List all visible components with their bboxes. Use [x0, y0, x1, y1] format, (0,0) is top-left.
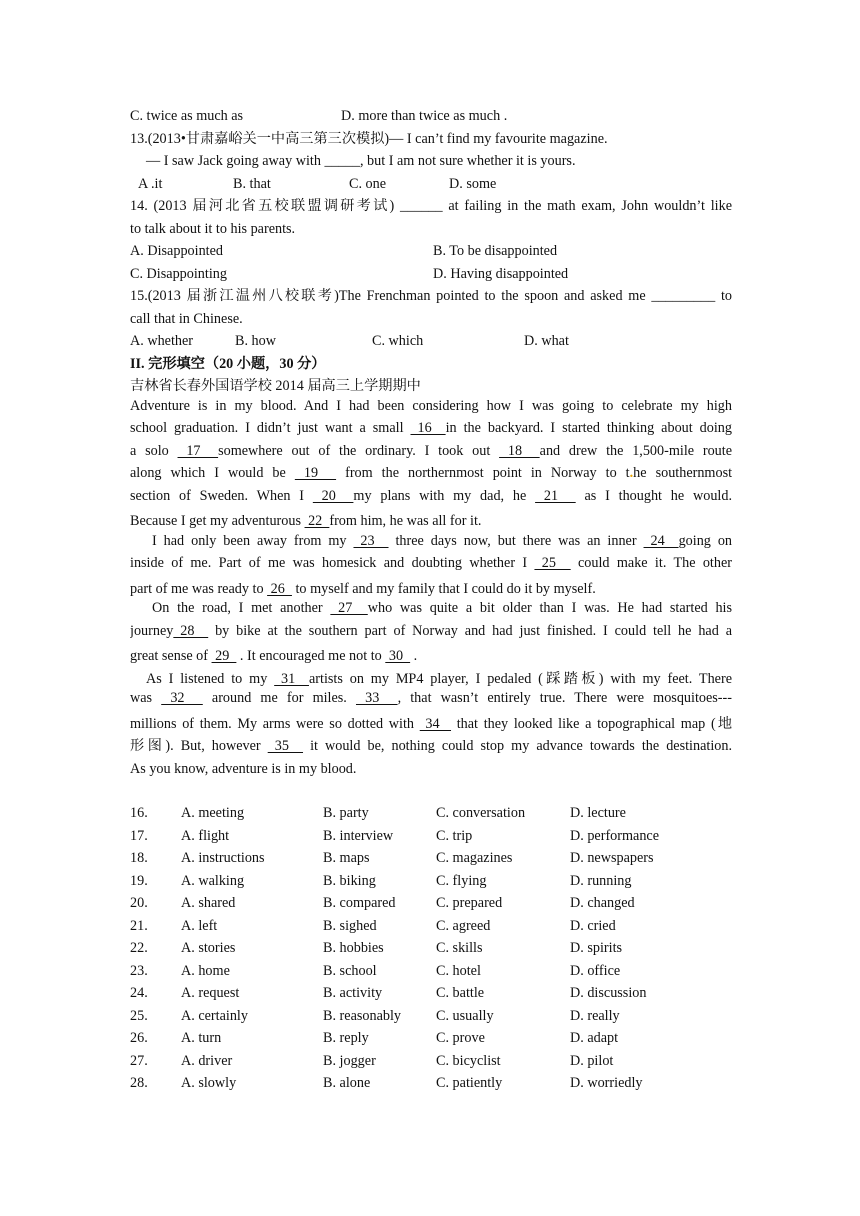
answer-row [130, 1072, 732, 1095]
answer-option: B. compared [323, 895, 396, 911]
blank-number: 35 [267, 738, 304, 754]
answer-option: B. reply [323, 1030, 369, 1046]
answer-row [130, 802, 732, 825]
answer-option: D. performance [570, 827, 660, 844]
passage-line: was 32 around me for miles. 33 , that wasn’t entirely true. There were mosquitoes--- [130, 690, 732, 706]
answer-option: C. conversation [436, 805, 526, 821]
answer-row [130, 870, 732, 893]
question-number: 23. [130, 962, 148, 979]
blank-number: 33 [355, 690, 398, 706]
answer-option: D. cried [570, 917, 616, 934]
passage-line: Because I get my adventurous 22 from him, he was all for it. [130, 513, 482, 529]
option-d: D. what [524, 333, 569, 349]
answer-option: A. request [181, 985, 240, 1001]
option-d: D. Having disappointed [433, 265, 569, 282]
exam-page [130, 105, 732, 1095]
answer-option: B. interview [323, 827, 394, 844]
answer-option: B. hobbies [323, 940, 384, 956]
blank-number: 21 [535, 487, 576, 504]
option-d: D. some [449, 175, 497, 192]
blank-number: 34 [419, 715, 452, 732]
q15-stem-b: call that in Chinese. [130, 310, 243, 327]
question-number: 28. [130, 1075, 148, 1091]
blank-number: 20 [312, 487, 354, 504]
passage-line: a solo 17 somewhere out of the ordinary. I took out 18 and drew the 1,500-mile route [130, 442, 732, 459]
answer-option: D. spirits [570, 940, 623, 956]
passage-line: journey 28 by bike at the southern part of Norway and had just finished. I could tell he had a [130, 622, 732, 639]
section-title: II. 完形填空（20 小题，30 分） [130, 355, 326, 372]
answer-option: D. pilot [570, 1052, 614, 1069]
answer-option: B. sighed [323, 917, 377, 934]
option-b: B. To be disappointed [433, 243, 558, 259]
q14-options-row1 [130, 240, 732, 263]
q13-line2: — I saw Jack going away with _____, but I am not sure whether it is yours. [146, 153, 576, 169]
question-number: 18. [130, 850, 148, 866]
passage-line: great sense of 29 . It encouraged me not to 30 . [130, 648, 418, 664]
answer-option: B. reasonably [323, 1007, 402, 1024]
answer-option: C. trip [436, 827, 473, 844]
answer-option: C. flying [436, 872, 487, 889]
answer-option: B. maps [323, 850, 370, 866]
answer-option: A. turn [181, 1030, 222, 1046]
answer-option: A. walking [181, 872, 245, 889]
question-number: 24. [130, 985, 148, 1001]
answer-option: B. activity [323, 985, 383, 1001]
blank-number: 28 [173, 622, 209, 639]
passage-source: 吉林省长春外国语学校 2014 届高三上学期期中 [130, 378, 421, 394]
blank-number: 27 [330, 600, 368, 616]
q13-options [130, 173, 732, 196]
answer-option: C. skills [436, 940, 483, 956]
question-number: 21. [130, 917, 148, 934]
answer-option: C. usually [436, 1007, 494, 1024]
answer-option: A. meeting [181, 805, 245, 821]
question-number: 17. [130, 827, 148, 844]
blank-number: 31 [274, 670, 309, 687]
blank-number: 30 [385, 648, 411, 664]
answer-option: D. adapt [570, 1030, 619, 1046]
answer-option: A. slowly [181, 1075, 237, 1091]
answer-options-table [130, 802, 732, 1095]
blank-number: 25 [534, 555, 571, 571]
question-number: 25. [130, 1007, 148, 1024]
passage-line: I had only been away from my 23 three days now, but there was an inner 24 going on [152, 532, 732, 549]
answer-option: D. really [570, 1007, 620, 1024]
answer-option: B. alone [323, 1075, 371, 1091]
blank-number: 19 [294, 465, 337, 481]
question-number: 19. [130, 872, 148, 889]
blank-number: 17 [177, 442, 219, 459]
q14-options-row2 [130, 263, 732, 286]
blank-number: 32 [161, 690, 203, 706]
answer-row [130, 847, 732, 870]
answer-option: D. newspapers [570, 850, 654, 866]
answer-option: A. stories [181, 940, 236, 956]
blank-number: 16 [410, 420, 446, 436]
answer-option: B. biking [323, 872, 376, 889]
answer-option: C. agreed [436, 917, 491, 934]
stray-mark: . [629, 465, 634, 481]
cloze-passage [130, 398, 732, 781]
question-number: 20. [130, 895, 148, 911]
option-c: C. which [372, 333, 424, 349]
question-number: 26. [130, 1030, 148, 1046]
option-b: B. how [235, 333, 276, 349]
answer-option: D. running [570, 872, 632, 889]
blank-number: 26 [267, 580, 292, 597]
option-a: A. Disappointed [130, 243, 223, 259]
passage-line: 形图). But, however 35 it would be, nothing could stop my advance towards the destination. [130, 738, 732, 754]
blank-number: 18 [499, 442, 540, 459]
answer-option: C. bicyclist [436, 1052, 501, 1069]
answer-row [130, 892, 732, 915]
question-number: 27. [130, 1052, 148, 1069]
question-number: 16. [130, 805, 148, 821]
q14-stem-a: 14. (2013 届河北省五校联盟调研考试) ______ at failing in the math exam, John wouldn’t like [130, 198, 732, 214]
passage-line: section of Sweden. When I 20 my plans with my dad, he 21 as I thought he would. [130, 487, 732, 504]
passage-line: along which I would be 19 from the northernmost point in Norway to t.he southernmost [130, 465, 732, 481]
blank-number: 24 [643, 532, 679, 549]
answer-option: C. hotel [436, 962, 481, 979]
answer-option: D. discussion [570, 985, 647, 1001]
option-b: B. that [233, 175, 271, 192]
answer-option: A. flight [181, 827, 230, 844]
answer-option: A. certainly [181, 1007, 248, 1024]
blank-number: 29 [211, 648, 237, 664]
answer-row [130, 960, 732, 983]
answer-option: D. lecture [570, 805, 626, 821]
answer-row [130, 1027, 732, 1050]
answer-row [130, 915, 732, 938]
answer-row [130, 825, 732, 848]
option-c: C. twice as much as [130, 108, 244, 124]
passage-line: part of me was ready to 26 to myself and my family that I could do it by myself. [130, 580, 596, 597]
option-a: A .it [138, 175, 163, 192]
answer-option: A. instructions [181, 850, 265, 866]
passage-line: As you know, adventure is in my blood. [130, 760, 357, 777]
answer-option: D. changed [570, 895, 635, 911]
q15-stem-a: 15.(2013 届浙江温州八校联考)The Frenchman pointed to the spoon and asked me _________ to [130, 288, 732, 304]
answer-option: D. worriedly [570, 1075, 643, 1091]
option-a: A. whether [130, 333, 194, 349]
blank-number: 22 [304, 513, 330, 529]
passage-line: On the road, I met another 27 who was quite a bit older than I was. He had started his [152, 600, 732, 616]
q12-options-tail [130, 105, 732, 128]
answer-row [130, 1050, 732, 1073]
answer-option: C. prove [436, 1030, 485, 1046]
answer-option: A. left [181, 917, 218, 934]
answer-row [130, 982, 732, 1005]
answer-option: C. magazines [436, 850, 513, 866]
q14-stem-b: to talk about it to his parents. [130, 220, 296, 237]
answer-row [130, 937, 732, 960]
answer-option: B. school [323, 962, 377, 979]
passage-line: inside of me. Part of me was homesick and doubting whether I 25 could make it. The other [130, 555, 732, 571]
blank-number: 23 [353, 532, 389, 549]
passage-line: millions of them. My arms were so dotted with 34 that they looked like a topographical map (地 [130, 715, 732, 732]
option-c: C. one [349, 175, 387, 192]
option-c: C. Disappointing [130, 265, 227, 282]
q13-stem: 13.(2013•甘肃嘉峪关一中高三第三次模拟)— I can’t find my favourite magazine. [130, 130, 608, 147]
answer-option: A. home [181, 962, 230, 979]
option-d: D. more than twice as much . [341, 108, 508, 124]
answer-option: B. party [323, 805, 369, 821]
passage-line: school graduation. I didn’t just want a small 16 in the backyard. I started thinking about doing [130, 420, 732, 436]
q15-options [130, 330, 732, 353]
answer-option: C. prepared [436, 895, 503, 911]
passage-line: As I listened to my 31 artists on my MP4 player, I pedaled (踩踏板) with my feet. There [146, 670, 732, 687]
answer-option: A. driver [181, 1052, 233, 1069]
answer-option: C. battle [436, 985, 485, 1001]
answer-option: D. office [570, 962, 621, 979]
answer-row [130, 1005, 732, 1028]
answer-option: B. jogger [323, 1052, 376, 1069]
passage-line: Adventure is in my blood. And I had been considering how I was going to celebrate my high [130, 397, 732, 414]
answer-option: C. patiently [436, 1075, 503, 1091]
question-number: 22. [130, 940, 148, 956]
answer-option: A. shared [181, 895, 236, 911]
